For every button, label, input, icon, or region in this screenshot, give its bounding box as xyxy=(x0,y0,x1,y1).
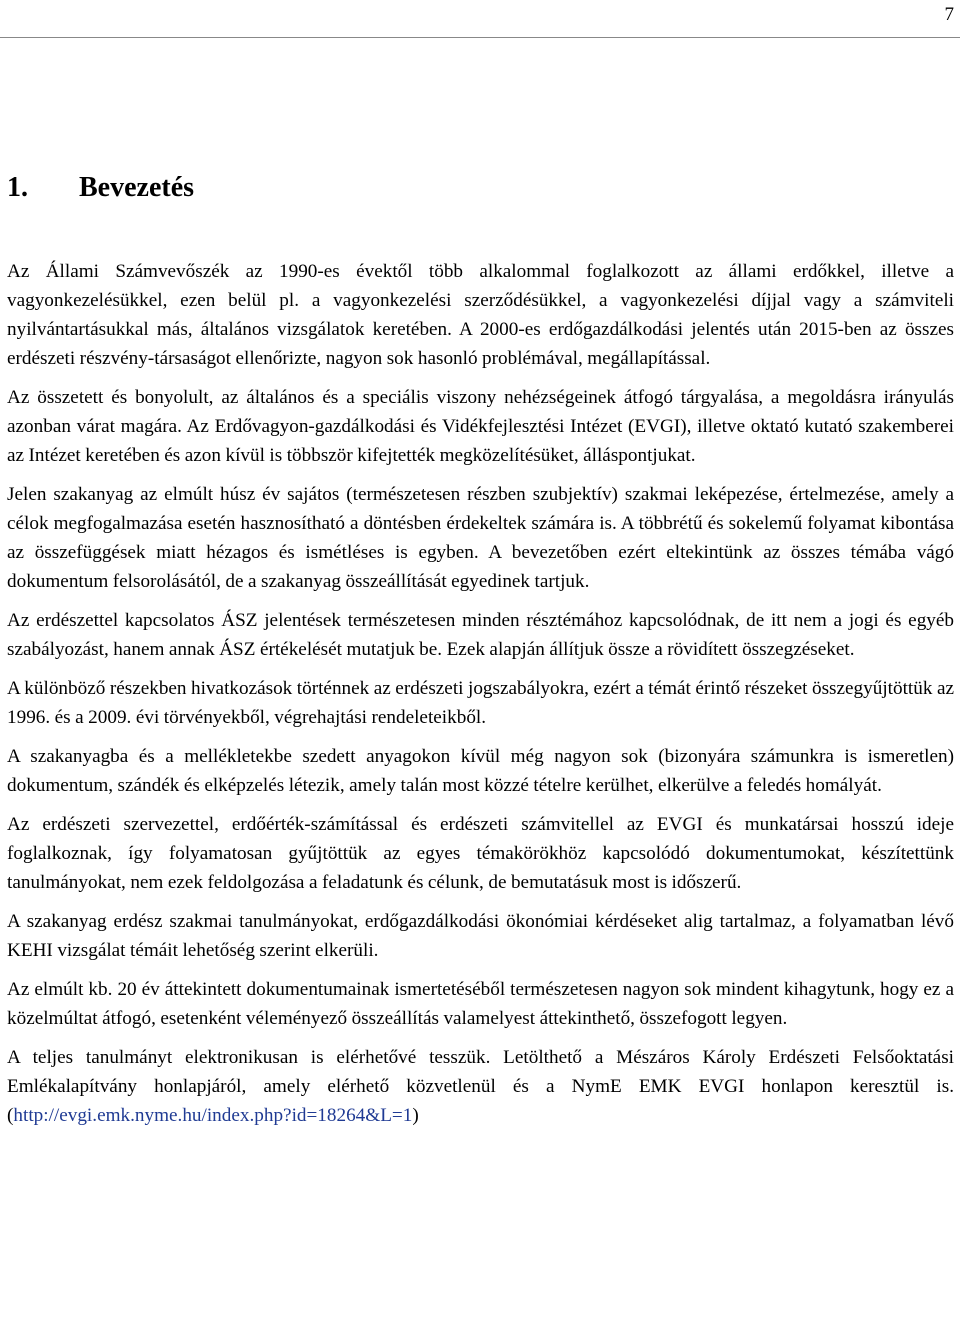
paragraph-2: Az összetett és bonyolult, az általános és a speciális viszony nehézségeinek átfogó tárgyalása, a megoldásra irányulás azonban várat magára. Az Erdővagyon-gazdálkodási és Vidékfejlesztési Intézet (EVGI), illetve oktató kutató szakemberei az Intézet keretében és azon kívül is többször kifejtették megközelítésüket, álláspontjukat. xyxy=(7,387,954,466)
header-rule xyxy=(0,37,960,38)
link-close-paren: ) xyxy=(412,1105,419,1126)
paragraph-9: Az elmúlt kb. 20 év áttekintett dokumentumainak ismertetéséből természetesen nagyon sok mindent kihagytunk, hogy ez a közelmúltat átfogó, esetenként véleményező összeállítás valamelyest áttekinthető, összefogott legyen. xyxy=(7,979,954,1029)
paragraph-5: A különböző részekben hivatkozások történnek az erdészeti jogszabályokra, ezért a témát érintő részeket összegyűjtöttük az 1996. és a 2009. évi törvényekből, végrehajtási rendeleteikből. xyxy=(7,678,954,728)
paragraph-1: Az Állami Számvevőszék az 1990-es évektől több alkalommal foglalkozott az állami erdőkkel, illetve a vagyonkezelésükkel, ezen belül pl. a vagyonkezelési szerződésükkel, a vagyonkezelési díjjal vagy a számviteli nyilvántartásukkal más, általános vizsgálatok keretében. A 2000-es erdőgazdálkodási jelentés után 2015-ben az összes erdészeti részvény-társaságot ellenőrizte, nagyon sok hasonló problémával, megállapítással. xyxy=(7,261,954,369)
paragraph-10-text: A teljes tanulmányt elektronikusan is elérhetővé tesszük. Letölthető a Mészáros Károly Erdészeti Felsőoktatási Emlékalapítvány honlapjáról, amely elérhető közvetlenül és a NymE EMK EVGI honlapon keresztül is. xyxy=(7,1047,954,1097)
download-link[interactable] xyxy=(7,1105,419,1126)
chapter-heading xyxy=(7,168,194,208)
paragraph-4: Az erdészettel kapcsolatos ÁSZ jelentések természetesen minden résztémához kapcsolódnak, de itt nem a jogi és egyéb szabályozást, hanem annak ÁSZ értékelését mutatjuk be. Ezek alapján állítjuk össze a rövidített összegzéseket. xyxy=(7,610,954,660)
chapter-number: 1. xyxy=(7,172,28,203)
paragraph-7: Az erdészeti szervezettel, erdőérték-számítással és erdészeti számvitellel az EVGI és munkatársai hosszú ideje foglalkoznak, így folyamatosan gyűjtöttük az egyes témakörökhöz kapcsolódó dokumentumokat, készítettünk tanulmányokat, nem ezek feldolgozása a feladatunk és célunk, de bemutatásuk most is időszerű. xyxy=(7,814,954,893)
paragraph-6: A szakanyagba és a mellékletekbe szedett anyagokon kívül még nagyon sok (bizonyára számunkra is ismeretlen) dokumentum, szándék és elképzelés létezik, amely talán most közzé tételre kerülhet, elkerülve a feledés homályát. xyxy=(7,746,954,796)
chapter-title: Bevezetés xyxy=(79,172,195,203)
paragraph-8: A szakanyag erdész szakmai tanulmányokat, erdőgazdálkodási ökonómiai kérdéseket alig tartalmaz, a folyamatban lévő KEHI vizsgálat témáit lehetőség szerint elkerüli. xyxy=(7,911,954,961)
paragraph-3: Jelen szakanyag az elmúlt húsz év sajátos (természetesen részben szubjektív) szakmai leképezése, értelmezése, amely a célok megfogalmazása esetén hasznosítható a döntésben érdekeltek számára is. A többrétű és sokelemű folyamat kibontása az összefüggések miatt hézagos és ismétléses is egyben. A bevezetőben ezért eltekintünk az összes témába vágó dokumentum felsorolásától, de a szakanyag összeállítását egyedinek tartjuk. xyxy=(7,484,954,592)
paragraph-10 xyxy=(7,1043,954,1130)
link-url[interactable]: http://evgi.emk.nyme.hu/index.php?id=18264&L=1 xyxy=(13,1105,413,1126)
body-text xyxy=(7,257,954,1140)
page-number: 7 xyxy=(944,4,954,25)
link-open-paren: ( xyxy=(7,1105,14,1126)
page-header xyxy=(0,0,960,40)
